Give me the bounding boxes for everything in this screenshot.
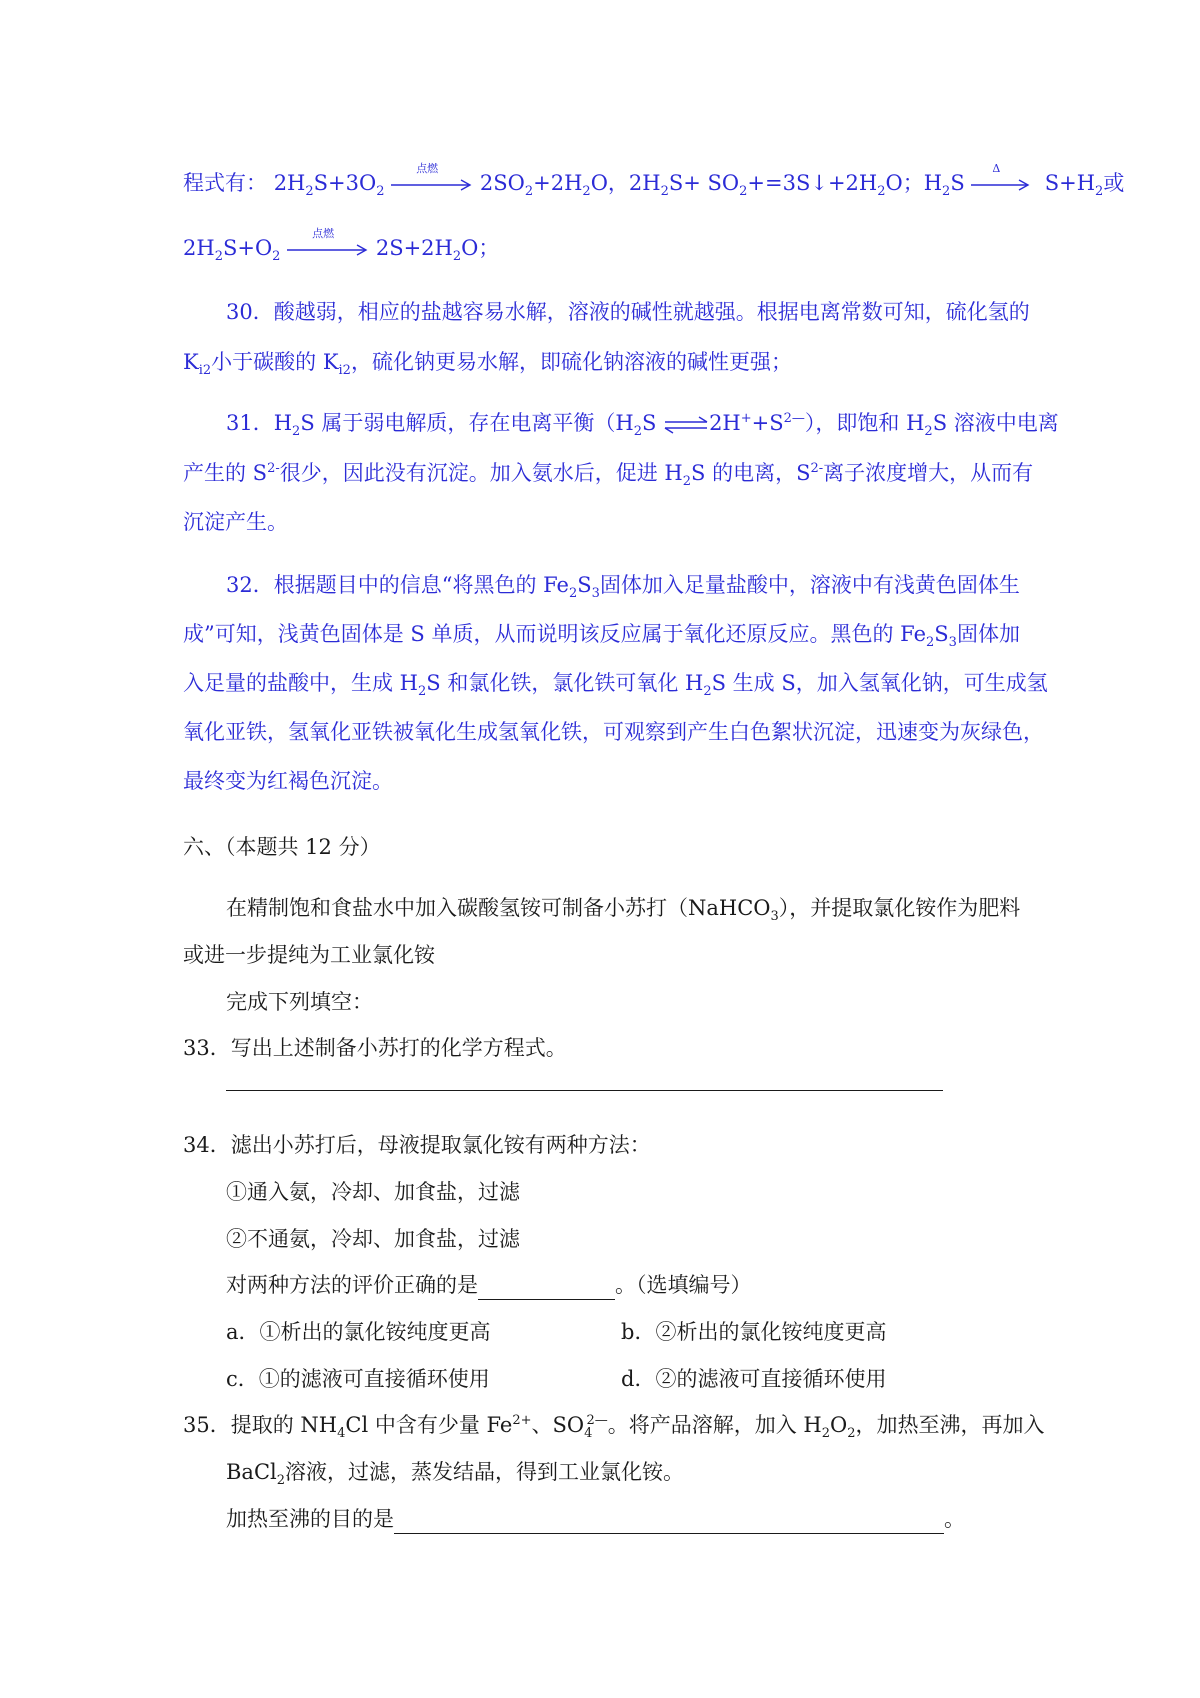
condition-label: 点燃 <box>312 226 335 240</box>
q35-line-2: BaCl$_2$溶液，过滤，蒸发结晶，得到工业氯化铵。 <box>226 1460 685 1489</box>
q32-line-1: 32．根据题目中的信息“将黑色的 $Fe_2S_3$固体加入足量盐酸中，溶液中有浅黄色固体生 <box>226 573 1020 602</box>
q34-option-d: d．②的滤液可直接循环使用 <box>621 1367 887 1391</box>
q31-line-2: 产生的 $S^{2-}$很少，因此没有沉淀。加入氨水后，促进 $H_2S$ 的电离，$S^{2-}$离子浓度增大，从而有 <box>183 461 1034 490</box>
section-6-intro-1: 在精制饱和食盐水中加入碳酸氢铵可制备小苏打（NaHCO$_3$），并提取氯化铵作为肥料 <box>226 896 1021 925</box>
q32-line-4: 氧化亚铁，氢氧化亚铁被氧化生成氢氧化铁，可观察到产生白色絮状沉淀，迅速变为灰绿色， <box>183 720 1044 744</box>
equilibrium-arrow <box>663 415 709 435</box>
q32-line-5: 最终变为红褐色沉淀。 <box>183 769 393 793</box>
q34-option-c: c．①的滤液可直接循环使用 <box>226 1367 490 1391</box>
section-6-intro-2: 或进一步提纯为工业氯化铵 <box>183 943 435 967</box>
q34-option-a: a．①析出的氯化铵纯度更高 <box>226 1320 491 1344</box>
q30-line-2: $K_{i2}$小于碳酸的 $K_{i2}$，硫化钠更易水解，即硫化钠溶液的碱性更强； <box>183 350 792 379</box>
q32-line-2: 成”可知，浅黄色固体是 S 单质，从而说明该反应属于氧化还原反应。黑色的 $Fe_2S_3$固体加 <box>183 622 1020 651</box>
q34-method-1: ①通入氨，冷却、加食盐，过滤 <box>226 1180 520 1204</box>
q33-text: 33．写出上述制备小苏打的化学方程式。 <box>183 1036 567 1060</box>
section-6-title: 六、（本题共 12 分） <box>183 835 381 859</box>
q34-question: 对两种方法的评价正确的是 。（选填编号） <box>226 1270 752 1300</box>
q35-line-3: 加热至沸的目的是 。 <box>226 1504 965 1534</box>
reaction-arrow-heat <box>971 161 1031 195</box>
q31-line-3: 沉淀产生。 <box>183 510 288 534</box>
instruction: 完成下列填空： <box>226 990 373 1014</box>
q35-answer-blank[interactable] <box>394 1511 944 1534</box>
equation-line-1: 程式有： $2H_2S+3O_2$ 点燃 $2SO_2+2H_2O$，$2H_2S+$ $SO_2+=3S↓+2H_2O$；$H_2S$ Δ $S+H_2$或 <box>183 161 1125 200</box>
q31-line-1: 31．$H_2S$ 属于弱电解质，存在电离平衡（$H_2S$ $2H^++S^{2—}$），即饱和 $H_2S$ 溶液中电离 <box>226 411 1059 440</box>
condition-label: Δ <box>992 161 1001 175</box>
q34-stem: 34．滤出小苏打后，母液提取氯化铵有两种方法： <box>183 1133 651 1157</box>
q33-answer-blank[interactable] <box>226 1090 943 1091</box>
q30-line-1: 30．酸越弱，相应的盐越容易水解，溶液的碱性就越强。根据电离常数可知，硫化氢的 <box>226 300 1030 324</box>
equation-line-2: $2H_2S+O_2$ 点燃 $2S+2H_2O$； <box>183 226 500 265</box>
q32-line-3: 入足量的盐酸中，生成 $H_2S$ 和氯化铁，氯化铁可氧化 $H_2S$ 生成 S，加入氢氧化钠，可生成氢 <box>183 671 1048 700</box>
q34-option-b: b．②析出的氯化铵纯度更高 <box>621 1320 887 1344</box>
reaction-arrow-ignite <box>391 161 473 195</box>
q35-line-1: 35．提取的 $NH_4Cl$ 中含有少量 $Fe^{2+}$、$SO_4^{2—}$。将产品溶解，加入 $H_2O_2$，加热至沸，再加入 <box>183 1413 1045 1442</box>
condition-label: 点燃 <box>416 161 439 175</box>
q34-method-2: ②不通氨，冷却、加食盐，过滤 <box>226 1227 520 1251</box>
q34-answer-blank[interactable] <box>478 1277 615 1300</box>
reaction-arrow-ignite <box>287 226 369 260</box>
